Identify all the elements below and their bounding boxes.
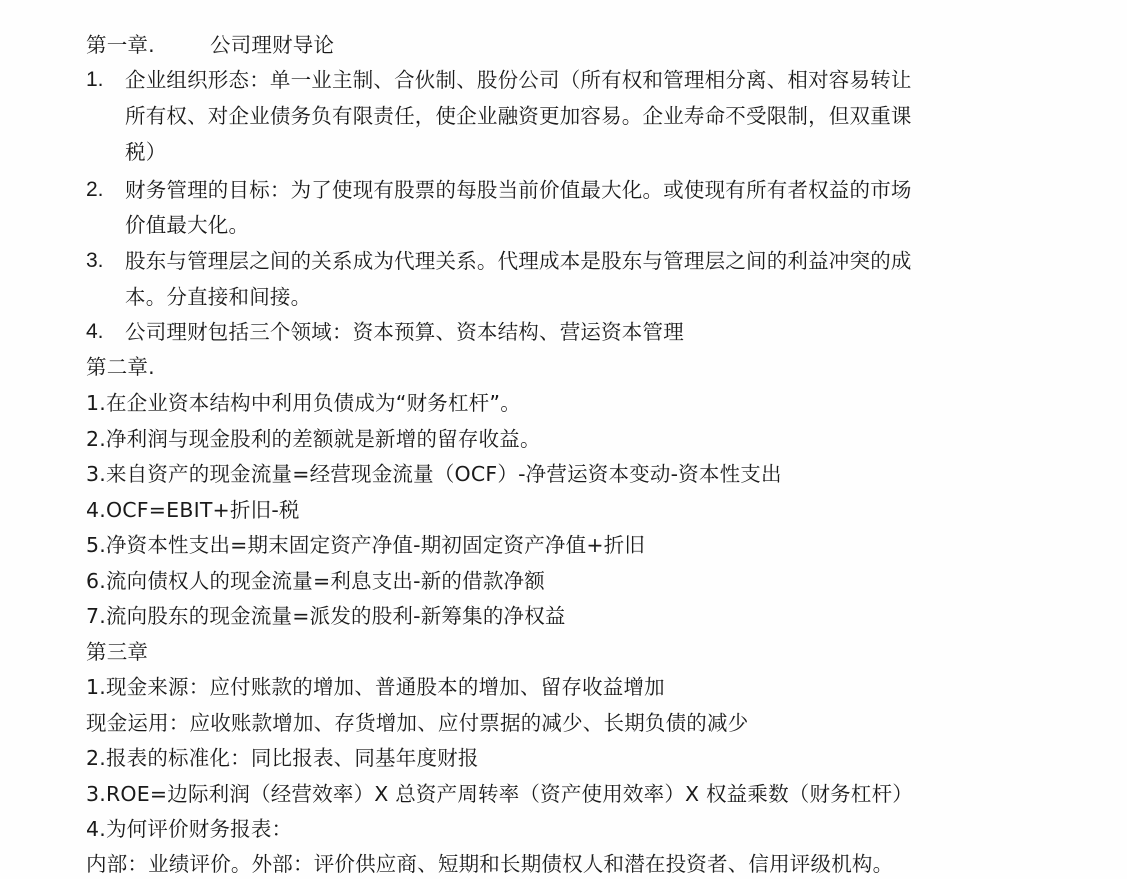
- ch1-item-3-line-2: 本。分直接和间接。: [125, 285, 312, 309]
- chapter-1-heading: [86, 30, 155, 60]
- ch2-line-7: 7.流向股东的现金流量=派发的股利-新筹集的净权益: [86, 604, 566, 628]
- ch2-line-1: 1.在企业资本结构中利用负债成为“财务杠杆”。: [86, 391, 521, 415]
- ch2-line-3: 3.来自资产的现金流量=经营现金流量（OCF）-净营运资本变动-资本性支出: [86, 462, 782, 486]
- ch3-line-5: 4.为何评价财务报表：: [86, 817, 293, 841]
- ch1-item-1-line-3: 税）: [125, 140, 167, 164]
- ch1-item-4-line-1: 公司理财包括三个领域：资本预算、资本结构、营运资本管理: [125, 320, 684, 344]
- ch1-item-3-number: 3.: [86, 249, 104, 272]
- ch1-item-2-number: 2.: [86, 178, 104, 201]
- chapter-3-heading: 第三章: [86, 640, 149, 664]
- ch3-line-1: 1.现金来源：应付账款的增加、普通股本的增加、留存收益增加: [86, 675, 665, 699]
- chapter-2-heading: 第二章.: [86, 355, 155, 379]
- chapter-1-title: 公司理财导论: [210, 33, 335, 57]
- ch1-item-1-line-2: 所有权、对企业债务负有限责任，使企业融资更加容易。企业寿命不受限制，但双重课: [125, 104, 912, 128]
- ch1-item-2-line-1: 财务管理的目标：为了使现有股票的每股当前价值最大化。或使现有所有者权益的市场: [125, 178, 912, 202]
- ch3-line-3: 2.报表的标准化：同比报表、同基年度财报: [86, 746, 479, 770]
- ch3-line-6: 内部：业绩评价。外部：评价供应商、短期和长期债权人和潜在投资者、信用评级机构。: [86, 852, 894, 876]
- ch1-item-1-number: 1.: [86, 68, 104, 91]
- ch2-line-6: 6.流向债权人的现金流量=利息支出-新的借款净额: [86, 569, 545, 593]
- ch2-line-4: 4.OCF=EBIT+折旧-税: [86, 498, 300, 522]
- chapter-1-number: 第一章.: [86, 33, 155, 57]
- ch1-item-1-line-1: 企业组织形态：单一业主制、合伙制、股份公司（所有权和管理相分离、相对容易转让: [125, 68, 912, 92]
- ch1-item-2-line-2: 价值最大化。: [125, 213, 250, 237]
- ch3-line-2: 现金运用：应收账款增加、存货增加、应付票据的减少、长期负债的减少: [86, 711, 749, 735]
- ch1-item-4-number: 4.: [86, 320, 104, 343]
- ch2-line-2: 2.净利润与现金股利的差额就是新增的留存收益。: [86, 427, 541, 451]
- ch3-line-4: 3.ROE=边际利润（经营效率）X 总资产周转率（资产使用效率）X 权益乘数（财务杠杆）: [86, 782, 913, 806]
- ch2-line-5: 5.净资本性支出=期末固定资产净值-期初固定资产净值+折旧: [86, 533, 646, 557]
- ch1-item-3-line-1: 股东与管理层之间的关系成为代理关系。代理成本是股东与管理层之间的利益冲突的成: [125, 249, 912, 273]
